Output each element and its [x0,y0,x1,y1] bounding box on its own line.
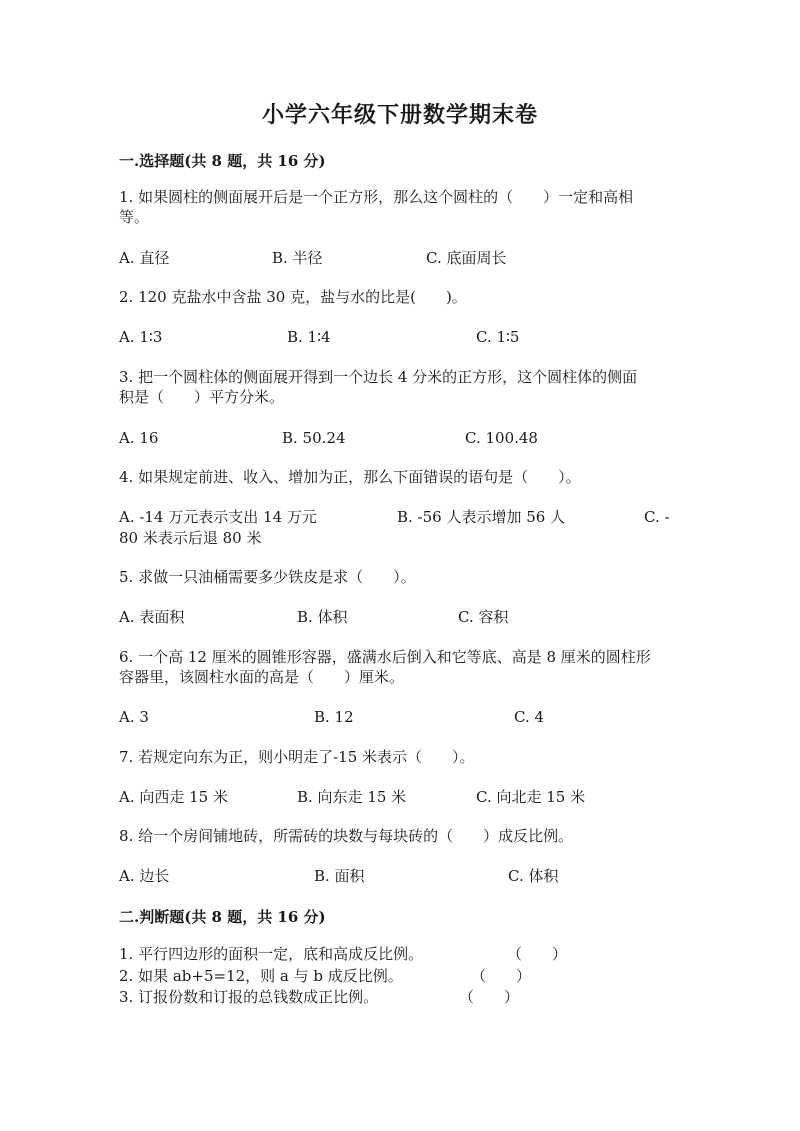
question-5 [119,567,685,587]
question-2 [119,287,685,307]
judge-item-text: 1. 平行四边形的面积一定，底和高成反比例。 [119,945,424,963]
option-c: C. 100.48 [465,429,538,447]
question-8 [119,826,685,846]
option-a: A. 向西走 15 米 [119,788,228,806]
option-a: A. 1∶3 [119,328,163,346]
option-b: B. 向东走 15 米 [297,788,407,806]
options-4 [119,507,685,529]
option-b: B. 1∶4 [287,328,331,346]
question-text-line: 8. 给一个房间铺地砖，所需砖的块数与每块砖的（ ）成反比例。 [119,827,574,845]
option-a: A. 表面积 [119,608,185,626]
judge-item-2 [119,966,532,986]
section-heading-judge: 二.判断题(共 8 题，共 16 分) [119,908,326,926]
question-text-line: 4. 如果规定前进、收入、增加为正，那么下面错误的语句是（ ）。 [119,468,581,486]
option-c: C. 底面周长 [426,249,507,267]
answer-blank: （ ） [471,967,532,985]
question-text-line: 1. 如果圆柱的侧面展开后是一个正方形，那么这个圆柱的（ ）一定和高相 [119,188,634,206]
question-text-line: 等。 [119,208,150,226]
question-7 [119,747,685,767]
judge-item-3 [119,987,520,1007]
question-6 [119,647,685,687]
option-b: B. 面积 [314,867,365,885]
option-b: B. 12 [314,708,354,726]
option-c: C. 体积 [508,867,559,885]
option-b: B. 50.24 [282,429,346,447]
question-text-line: 容器里，该圆柱水面的高是（ ）厘米。 [119,668,405,686]
section-heading-choice: 一.选择题(共 8 题，共 16 分) [119,152,326,170]
option-c-continuation [119,528,685,548]
options-7 [119,787,685,809]
option-a: A. 3 [119,708,149,726]
option-c: C. 4 [514,708,545,726]
question-text-line: 7. 若规定向东为正，则小明走了-15 米表示（ ）。 [119,748,475,766]
question-1 [119,187,685,227]
option-b: B. 体积 [297,608,348,626]
question-text-line: 3. 把一个圆柱体的侧面展开得到一个边长 4 分米的正方形，这个圆柱体的侧面 [119,368,638,386]
answer-blank: （ ） [507,945,568,963]
options-3 [119,428,685,450]
options-1 [119,248,685,270]
option-a: A. 直径 [119,249,170,267]
option-a: A. -14 万元表示支出 14 万元 [119,508,317,526]
options-5 [119,607,685,629]
question-4 [119,467,685,487]
option-c: C. 1∶5 [476,328,520,346]
judge-item-1 [119,944,568,964]
option-b: B. -56 人表示增加 56 人 [397,508,566,526]
question-text-line: 5. 求做一只油桶需要多少铁皮是求（ ）。 [119,568,416,586]
question-text-line: 2. 120 克盐水中含盐 30 克，盐与水的比是( )。 [119,288,467,306]
answer-blank: （ ） [459,988,520,1006]
option-c: C. 向北走 15 米 [476,788,586,806]
question-3 [119,367,685,407]
question-text-line: 积是（ ）平方分米。 [119,388,285,406]
options-8 [119,866,685,888]
options-2 [119,327,685,349]
option-c: C. 容积 [458,608,509,626]
question-text-line: 80 米表示后退 80 米 [119,529,262,547]
question-text-line: 6. 一个高 12 厘米的圆锥形容器，盛满水后倒入和它等底、高是 8 厘米的圆柱形 [119,648,651,666]
options-6 [119,707,685,729]
judge-item-text: 2. 如果 ab+5=12，则 a 与 b 成反比例。 [119,967,403,985]
option-b: B. 半径 [272,249,323,267]
option-c: C. - [644,508,670,526]
page-title: 小学六年级下册数学期末卷 [261,102,538,128]
option-a: A. 16 [119,429,159,447]
judge-item-text: 3. 订报份数和订报的总钱数成正比例。 [119,988,379,1006]
option-a: A. 边长 [119,867,170,885]
